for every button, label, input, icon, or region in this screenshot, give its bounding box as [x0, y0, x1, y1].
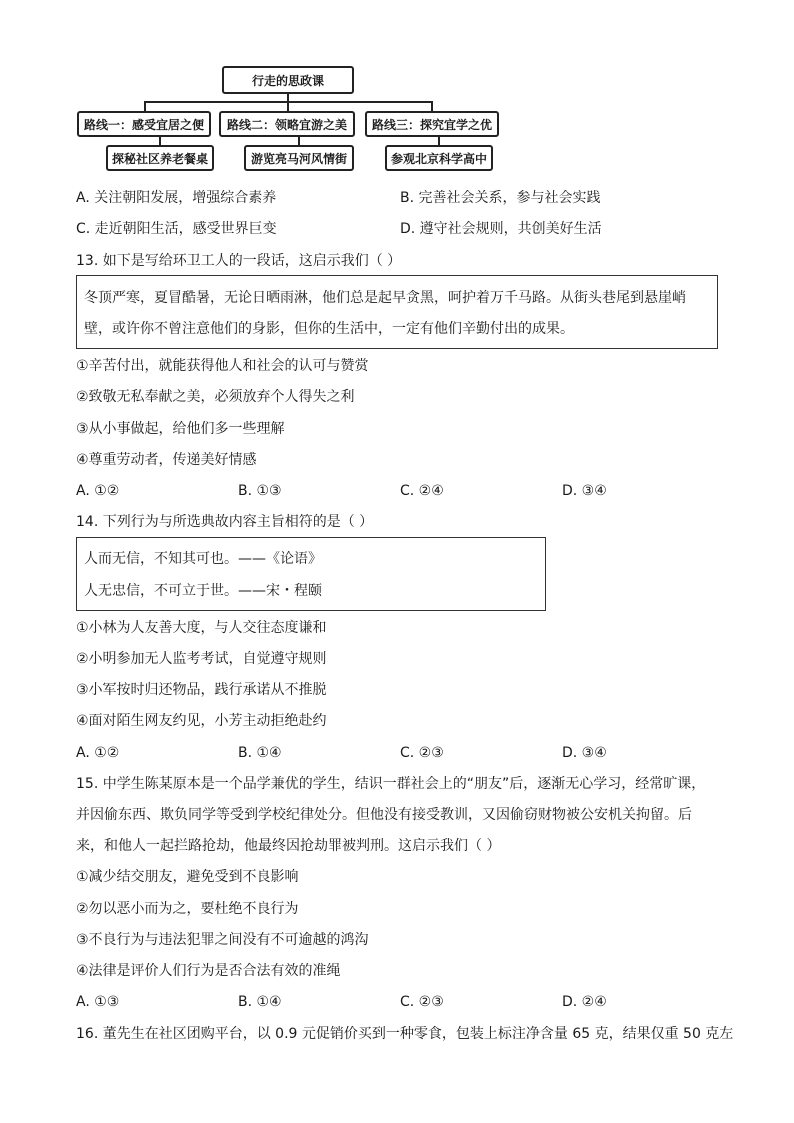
q13-option-b: B. ①③	[238, 483, 282, 499]
diagram-connector	[159, 137, 161, 145]
q13-option-d: D. ③④	[562, 483, 607, 499]
q14-option-a: A. ①②	[76, 745, 120, 761]
q16-stem: 16. 董先生在社区团购平台，以 0.9 元促销价买到一种零食，包装上标注净含量 65 克，结果仅重 50 克左	[76, 1026, 734, 1042]
q13-statement-2: ②致敬无私奉献之美，必须放弃个人得失之利	[76, 389, 355, 405]
q13-statement-3: ③从小事做起，给他们多一些理解	[76, 421, 285, 437]
diagram-sub-box-2: 游览亮马河风情街	[244, 145, 354, 171]
q12-option-a: A. 关注朝阳发展，增强综合素养	[76, 190, 277, 206]
diagram-connector	[144, 101, 146, 111]
q14-option-d: D. ③④	[562, 745, 607, 761]
q13-statement-4: ④尊重劳动者，传递美好情感	[76, 452, 257, 468]
q13-stem: 13. 如下是写给环卫工人的一段话，这启示我们（ ）	[76, 253, 402, 269]
q15-statement-1: ①减少结交朋友，避免受到不良影响	[76, 869, 299, 885]
diagram-sub-box-3: 参观北京科学高中	[385, 145, 493, 171]
diagram-sub-box-1: 探秘社区养老餐桌	[106, 145, 214, 171]
route-diagram	[0, 0, 794, 175]
q14-statement-1: ①小林为人友善大度，与人交往态度谦和	[76, 620, 327, 636]
q13-quote-box	[76, 275, 718, 349]
q14-quote-box	[76, 537, 546, 611]
q14-quote-line-2: 人无忠信，不可立于世。——宋・程颐	[84, 583, 322, 599]
q15-stem-line-2: 并因偷东西、欺负同学等受到学校纪律处分。但他没有接受教训，又因偷窃财物被公安机关拘留。后	[76, 807, 692, 823]
q13-quote-line-2: 壁，或许你不曾注意他们的身影，但你的生活中，一定有他们辛勤付出的成果。	[84, 321, 574, 337]
diagram-root-box: 行走的思政课	[222, 66, 354, 94]
q14-statement-2: ②小明参加无人监考考试，自觉遵守规则	[76, 651, 327, 667]
q15-option-a: A. ①③	[76, 994, 120, 1010]
diagram-connector	[287, 101, 289, 111]
diagram-connector	[431, 101, 433, 111]
q13-option-a: A. ①②	[76, 483, 120, 499]
q14-quote-line-1: 人而无信，不知其可也。——《论语》	[84, 551, 322, 567]
q15-statement-2: ②勿以恶小而为之，要杜绝不良行为	[76, 901, 299, 917]
diagram-connector	[438, 137, 440, 145]
q13-option-c: C. ②④	[400, 483, 444, 499]
q14-option-b: B. ①④	[238, 745, 282, 761]
diagram-route-box-1: 路线一：感受宜居之便	[77, 111, 211, 137]
diagram-route-box-3: 路线三：探究宜学之优	[365, 111, 499, 137]
q13-statement-1: ①辛苦付出，就能获得他人和社会的认可与赞赏	[76, 358, 369, 374]
q15-stem-line-1: 15. 中学生陈某原本是一个品学兼优的学生，结识一群社会上的“朋友”后，逐渐无心学习，经常旷课，	[76, 776, 706, 792]
q13-quote-line-1: 冬顶严寒，夏冒酷暑，无论日晒雨淋，他们总是起早贪黑，呵护着万千马路。从街头巷尾到悬崖峭	[84, 290, 686, 306]
q14-stem: 14. 下列行为与所选典故内容主旨相符的是（ ）	[76, 514, 374, 530]
diagram-route-box-2: 路线二：领略宜游之美	[219, 111, 355, 137]
q15-stem-line-3: 来，和他人一起拦路抢劫，他最终因抢劫罪被判刑。这启示我们（ ）	[76, 838, 501, 854]
q12-option-d: D. 遵守社会规则，共创美好生活	[400, 221, 602, 237]
q14-statement-3: ③小军按时归还物品，践行承诺从不推脱	[76, 682, 327, 698]
q12-option-c: C. 走近朝阳生活，感受世界巨变	[76, 221, 277, 237]
q15-option-c: C. ②③	[400, 994, 444, 1010]
diagram-connector	[298, 137, 300, 145]
q14-option-c: C. ②③	[400, 745, 444, 761]
q14-statement-4: ④面对陌生网友约见，小芳主动拒绝赴约	[76, 713, 327, 729]
q15-statement-3: ③不良行为与违法犯罪之间没有不可逾越的鸿沟	[76, 932, 369, 948]
q15-option-d: D. ②④	[562, 994, 607, 1010]
q15-statement-4: ④法律是评价人们行为是否合法有效的准绳	[76, 963, 341, 979]
q12-option-b: B. 完善社会关系，参与社会实践	[400, 190, 601, 206]
q15-option-b: B. ①④	[238, 994, 282, 1010]
